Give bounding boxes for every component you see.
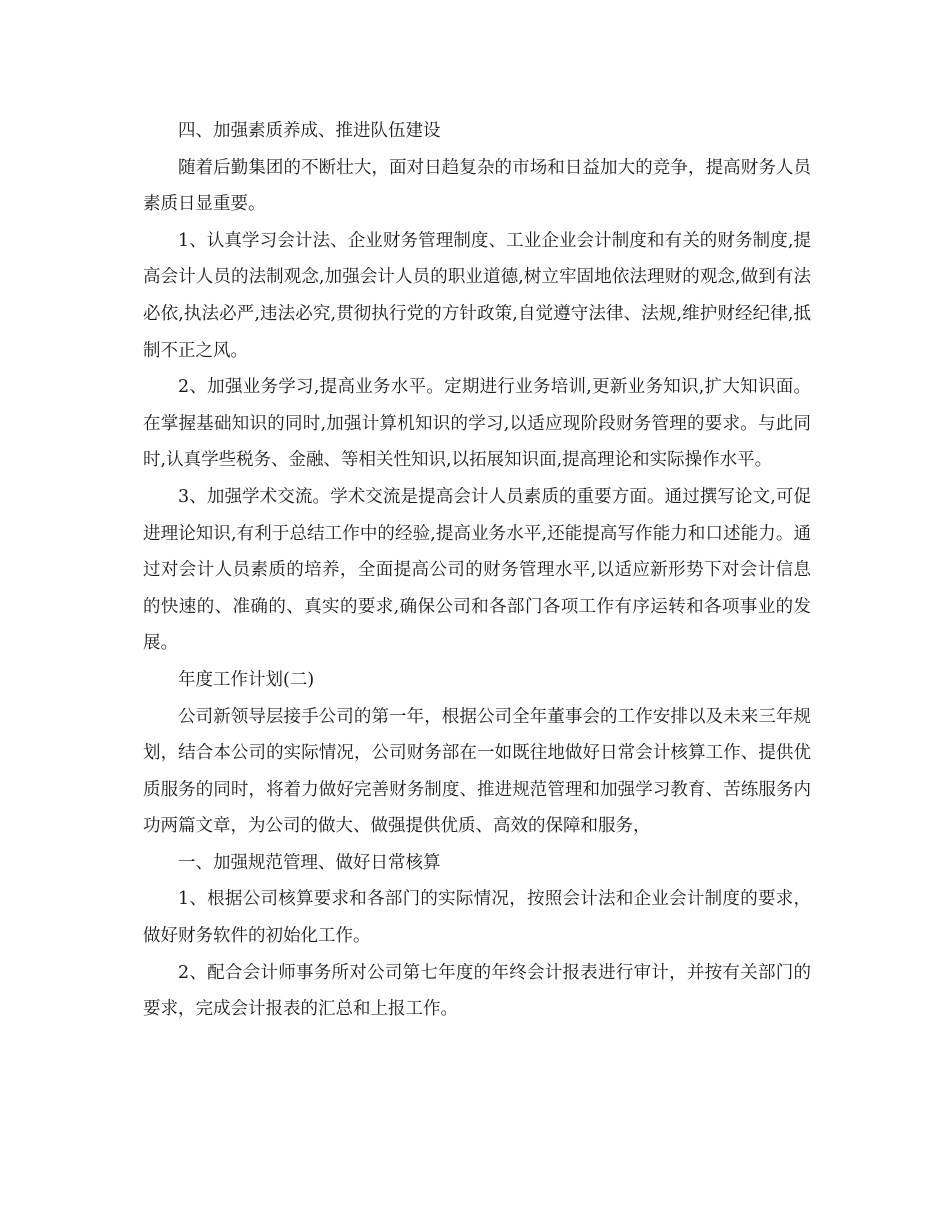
document-body [143,113,811,1028]
paragraph-plan-item-1: 1、根据公司核算要求和各部门的实际情况，按照会计法和企业会计制度的要求，做好财务软件的初始化工作。 [143,889,811,947]
paragraph-plan-item-2: 2、配合会计师事务所对公司第七年度的年终会计报表进行审计，并按有关部门的要求，完成会计报表的汇总和上报工作。 [143,962,811,1020]
paragraph-intro: 随着后勤集团的不断壮大，面对日趋复杂的市场和日益加大的竞争，提高财务人员素质日显重要。 [143,157,811,215]
paragraph-item-3: 3、加强学术交流。学术交流是提高会计人员素质的重要方面。通过撰写论文,可促进理论知识,有利于总结工作中的经验,提高业务水平,还能提高写作能力和口述能力。通过对会计人员素质的培养，全面提高公司的财务管理水平,以适应新形势下对会计信息的快速的、准确的、真实的要求,确保公司和各部门各项工作有序运转和各项事业的发展。 [143,486,811,654]
section-title-plan-two: 年度工作计划(二) [178,669,315,690]
paragraph-item-2: 2、加强业务学习,提高业务水平。定期进行业务培训,更新业务知识,扩大知识面。在掌握基础知识的同时,加强计算机知识的学习,以适应现阶段财务管理的要求。与此同时,认真学些税务、金融、等相关性知识,以拓展知识面,提高理论和实际操作水平。 [143,377,811,471]
paragraph-plan-intro: 公司新领导层接手公司的第一年，根据公司全年董事会的工作安排以及未来三年规划，结合本公司的实际情况，公司财务部在一如既往地做好日常会计核算工作、提供优质服务的同时，将着力做好完善财务制度、推进规范管理和加强学习教育、苦练服务内功两篇文章，为公司的做大、做强提供优质、高效的保障和服务， [143,706,811,837]
section-heading-one: 一、加强规范管理、做好日常核算 [178,852,441,873]
paragraph-item-1: 1、认真学习会计法、企业财务管理制度、工业企业会计制度和有关的财务制度,提高会计人员的法制观念,加强会计人员的职业道德,树立牢固地依法理财的观念,做到有法必依,执法必严,违法必究,贯彻执行党的方针政策,自觉遵守法律、法规,维护财经纪律,抵制不正之风。 [143,230,811,361]
section-heading-four: 四、加强素质养成、推进队伍建设 [178,121,441,141]
